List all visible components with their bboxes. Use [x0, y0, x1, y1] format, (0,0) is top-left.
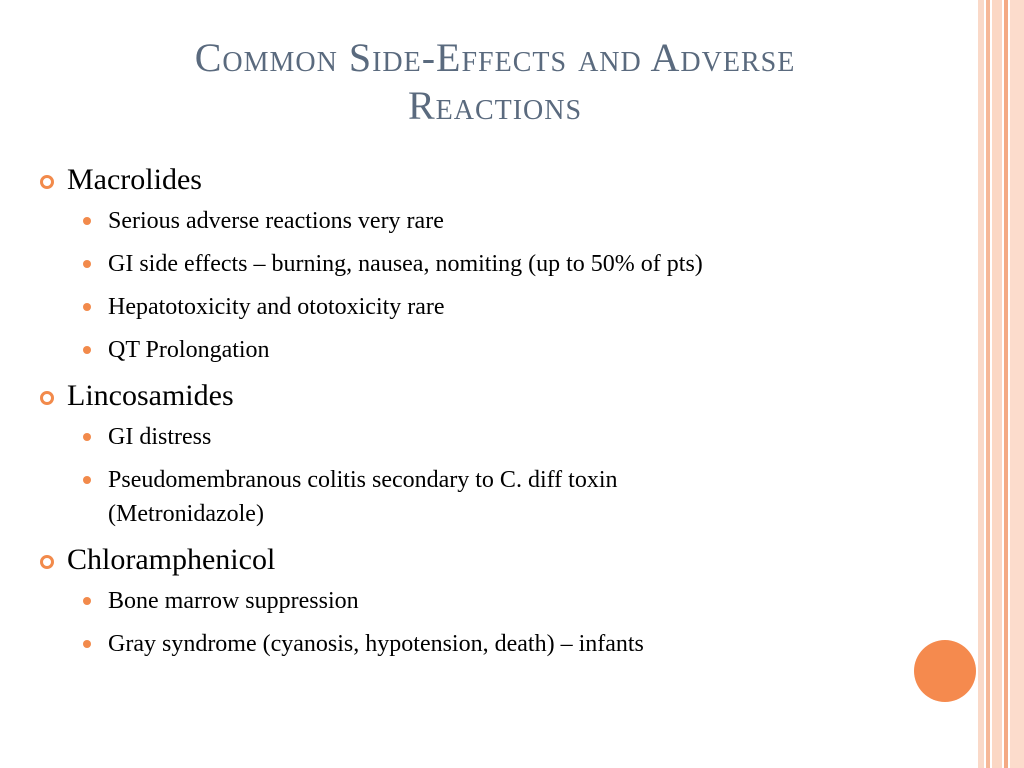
dot-bullet-icon — [83, 303, 91, 311]
decorative-stripe — [986, 0, 990, 768]
dot-bullet-icon — [83, 260, 91, 268]
bullet-text: GI side effects – burning, nausea, nomiting (up to 50% of pts) — [108, 251, 703, 277]
dot-bullet-icon — [83, 597, 91, 605]
level2-bullet — [40, 204, 970, 238]
level2-bullet — [40, 627, 970, 661]
level2-bullet — [40, 584, 970, 618]
level2-bullet — [40, 247, 970, 281]
section-macrolides — [40, 160, 970, 367]
dot-bullet-icon — [83, 640, 91, 648]
level2-bullet — [40, 420, 970, 454]
dot-bullet-icon — [83, 217, 91, 225]
section-heading: Lincosamides — [67, 379, 234, 412]
section-heading: Chloramphenicol — [67, 543, 276, 576]
bullet-text: Pseudomembranous colitis secondary to C. diff toxin — [108, 467, 618, 493]
decorative-stripe — [992, 0, 1002, 768]
section-chloramphenicol — [40, 540, 970, 661]
bullet-text: Serious adverse reactions very rare — [108, 208, 444, 234]
decorative-circle — [914, 640, 976, 702]
dot-bullet-icon — [83, 346, 91, 354]
decorative-stripe — [1004, 0, 1008, 768]
ring-bullet-icon — [40, 391, 54, 405]
slide-title — [60, 34, 930, 130]
ring-bullet-icon — [40, 175, 54, 189]
dot-bullet-icon — [83, 433, 91, 441]
title-line-1: Common Side-Effects and Adverse — [194, 35, 796, 80]
bullet-text: Gray syndrome (cyanosis, hypotension, death) – infants — [108, 631, 644, 657]
bullet-text: Bone marrow suppression — [108, 588, 359, 614]
level1-bullet — [40, 540, 970, 580]
section-lincosamides — [40, 376, 970, 531]
level2-bullet — [40, 463, 970, 531]
decorative-stripe — [978, 0, 984, 768]
level1-bullet — [40, 376, 970, 416]
ring-bullet-icon — [40, 555, 54, 569]
decorative-stripe — [1010, 0, 1024, 768]
bullet-text: QT Prolongation — [108, 337, 270, 363]
section-heading: Macrolides — [67, 163, 202, 196]
bullet-text-continuation: (Metronidazole) — [108, 501, 264, 527]
sub-bullet-list — [40, 584, 970, 661]
bullet-content — [40, 160, 970, 670]
title-line-2: Reactions — [407, 83, 583, 128]
bullet-text: GI distress — [108, 424, 212, 450]
level2-bullet — [40, 333, 970, 367]
sub-bullet-list — [40, 204, 970, 367]
level1-bullet — [40, 160, 970, 200]
level2-bullet — [40, 290, 970, 324]
sub-bullet-list — [40, 420, 970, 531]
dot-bullet-icon — [83, 476, 91, 484]
bullet-text: Hepatotoxicity and ototoxicity rare — [108, 294, 445, 320]
